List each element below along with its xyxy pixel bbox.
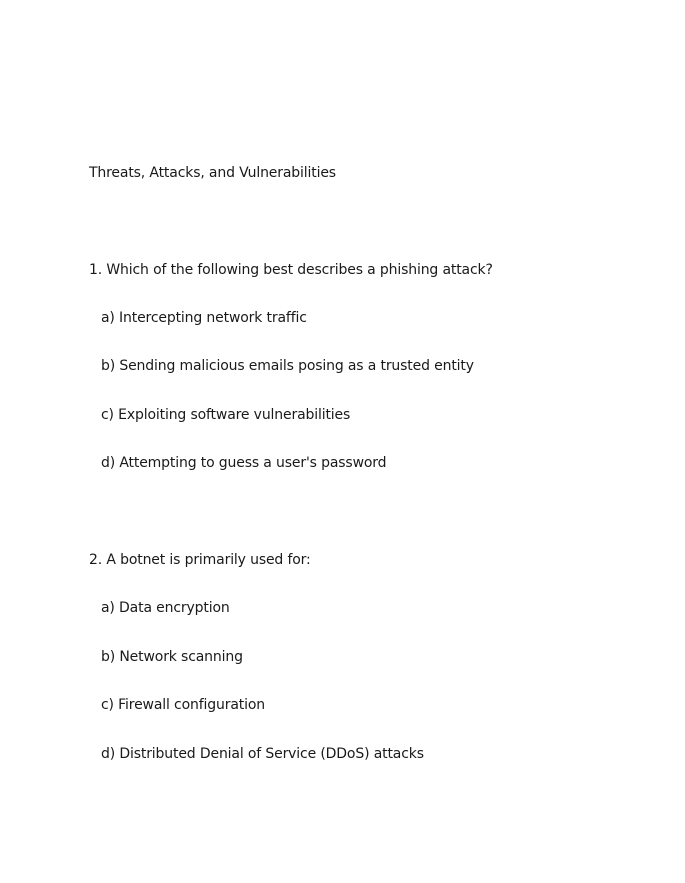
question-1: 1. Which of the following best describes a phishing attack?	[89, 262, 493, 278]
question-2-option-a: a) Data encryption	[101, 600, 230, 616]
question-1-option-c: c) Exploiting software vulnerabilities	[101, 407, 351, 423]
document-title: Threats, Attacks, and Vulnerabilities	[89, 165, 336, 181]
question-1-option-a: a) Intercepting network traffic	[101, 310, 307, 326]
question-1-option-b: b) Sending malicious emails posing as a trusted entity	[101, 358, 474, 374]
question-1-option-d: d) Attempting to guess a user's password	[101, 455, 387, 471]
question-2-option-b: b) Network scanning	[101, 649, 243, 665]
question-2: 2. A botnet is primarily used for:	[89, 552, 311, 568]
question-2-option-c: c) Firewall configuration	[101, 697, 265, 713]
question-2-option-d: d) Distributed Denial of Service (DDoS) attacks	[101, 746, 424, 762]
